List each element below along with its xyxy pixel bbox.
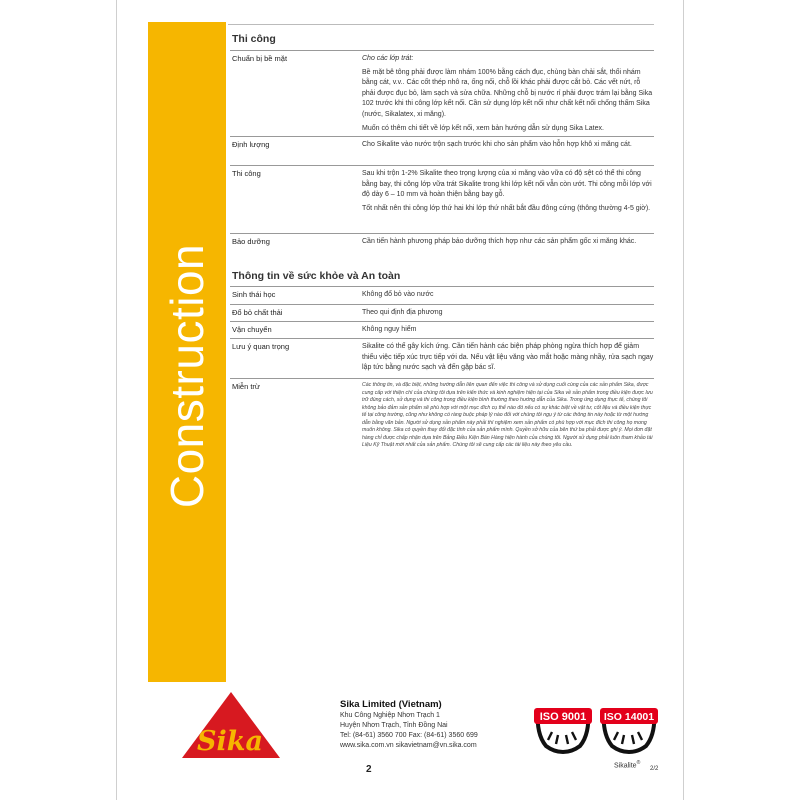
table-row [230,286,654,299]
table-row [230,233,654,246]
top-rule [228,24,654,25]
table-row [230,321,654,334]
paragraph: Cho các lớp trát: [362,55,414,62]
page-number: 2 [366,764,372,775]
row-value: Sikalite có thể gây kích ứng. Cần tiến hành các biện pháp phòng ngừa thích hợp để giảm thiểu việc tiếp xúc trực tiếp với da. Nếu vật liệu văng vào mắt hoặc màng nhầy, rửa sạch ngay lập tức bằng nước sạch và đến gặp bác sĩ. [362,343,654,372]
row-label: Chuẩn bị bề mặt [232,54,288,63]
row-label: Đổ bỏ chất thải [232,308,283,317]
iso-14001-badge [598,700,660,754]
iso-label: ISO 9001 [539,711,587,723]
row-value [362,140,654,154]
product-name [614,760,640,769]
sika-logo [180,690,282,760]
row-value [362,169,654,217]
logo-text: Sika [197,726,263,757]
paragraph: Cần tiến hành phương pháp bảo dưỡng thích hợp như các sản phẩm gốc xi măng khác. [362,238,637,245]
row-label: Miễn trừ [232,382,260,391]
row-label: Bảo dưỡng [232,237,270,246]
row-label: Lưu ý quan trọng [232,342,290,351]
paragraph: Tốt nhất nên thi công lớp thứ hai khi lớp thứ nhất bắt đầu đông cứng (thông thường 4-5 giờ). [362,204,651,212]
paragraph: Cho Sikalite vào nước trộn sạch trước khi cho sản phẩm vào hỗn hợp khô xi măng cát. [362,141,632,148]
row-label: Định lượng [232,140,270,149]
iso-9001-badge [532,700,594,754]
row-value [362,237,654,251]
row-value: Theo qui định địa phương [362,309,443,316]
section-title-health-safety: Thông tin về sức khỏe và An toàn [232,270,401,282]
row-value: Không đổ bỏ vào nước [362,291,434,298]
table-row [230,304,654,317]
company-address [340,700,478,751]
company-name: Sika Limited (Vietnam) [340,699,442,710]
table-row [230,136,654,149]
side-label: Construction [161,243,213,509]
section-title-application: Thi công [232,33,276,45]
row-value: Các thông tin, và đặc biệt, những hướng dẫn liên quan đến việc thi công và sử dụng cuối cùng của các sản phẩm Sika, được cung cấp với thiện chí của chúng tôi dựa trên kiến thức và kinh nghiệm hiện tại của Sika về sản phẩm trong điều kiện được lưu trữ đúng cách, sử dụng và thi công trong điều kiện bình thường theo hướng dẫn của Sika. Trong ứng dụng thực tế, chúng tôi không bảo đảm sản phẩm sẽ phù hợp với một mục đích cụ thể nào đó nếu có sự khác biệt về vật tư, cốt liệu và điều kiện thực tế tại công trường, cũng như không có ràng buộc pháp lý nào đối với chúng tôi ngụ ý từ các thông tin này hoặc từ một hướng dẫn bằng văn bản. Người sử dụng sản phẩm này phải thí nghiệm xem sản phẩm có phù hợp với mục đích thi công họ mong muốn không. Sika có quyền thay đổi đặc tính của sản phẩm mình. Quyền sở hữu của bên thứ ba phải được ghi ý. Mọi đơn đặt hàng chỉ được chấp nhận dựa trên Bảng Điều Kiện Bán Hàng hiện hành của chúng tôi. Người sử dụng phải luôn tham khảo tài Liệu Kỹ Thuật mới nhất của sản phẩm. Chúng tôi sẽ cung cấp các tài liệu này theo yêu cầu. [362,382,653,448]
address-line: Huyện Nhơn Trạch, Tỉnh Đồng Nai [340,722,448,729]
row-label: Thi công [232,169,261,178]
iso-label: ISO 14001 [603,711,655,723]
product-page: 2/2 [650,766,659,772]
web-line: www.sika.com.vn sikavietnam@vn.sika.com [340,742,477,749]
paragraph: Bề mặt bê tông phải được làm nhám 100% bằng cách đục, chùng bàn chải sắt, thổi nhám bằng cát, v.v.. Các cốt thép nhô ra, ống nối, chỗ lồi khác phải được cắt bỏ. Các vết nứt, rỗ phải được đục bỏ, làm sạch và sửa chữa. Những chỗ bị nước rỉ phải được trám lại bằng Sika 102 trước khi thi công lớp kết nối. Cần sử dụng lớp kết nối như chất kết nối chống thấm Sika (nước, Sikalatex, xi măng). [362,68,653,118]
table-row [230,338,654,372]
paragraph: Muốn có thêm chi tiết về lớp kết nối, xem bản hướng dẫn sử dụng Sika Latex. [362,124,604,132]
contact-line: Tel: (84-61) 3560 700 Fax: (84-61) 3560 699 [340,732,478,739]
row-label: Sinh thái học [232,290,276,299]
row-value [362,54,654,137]
product-label: Sikalite [614,762,637,770]
table-row [230,378,654,448]
address-line: Khu Công Nghiệp Nhơn Trạch 1 [340,712,440,719]
row-value: Không nguy hiểm [362,326,417,333]
paragraph: Sau khi trộn 1-2% Sikalite theo trọng lượng của xi măng vào vữa có độ sệt có thể thi công bằng bay, thi công lớp vữa trát Sikalite trong khi lớp kết nối vẫn còn ướt. Thi công mỗi lớp với độ dày 6 – 10 mm và hoàn thiện bằng bay gỗ. [362,170,652,199]
registered-mark: ® [636,760,641,766]
row-label: Vận chuyển [232,325,272,334]
table-row [230,165,654,212]
